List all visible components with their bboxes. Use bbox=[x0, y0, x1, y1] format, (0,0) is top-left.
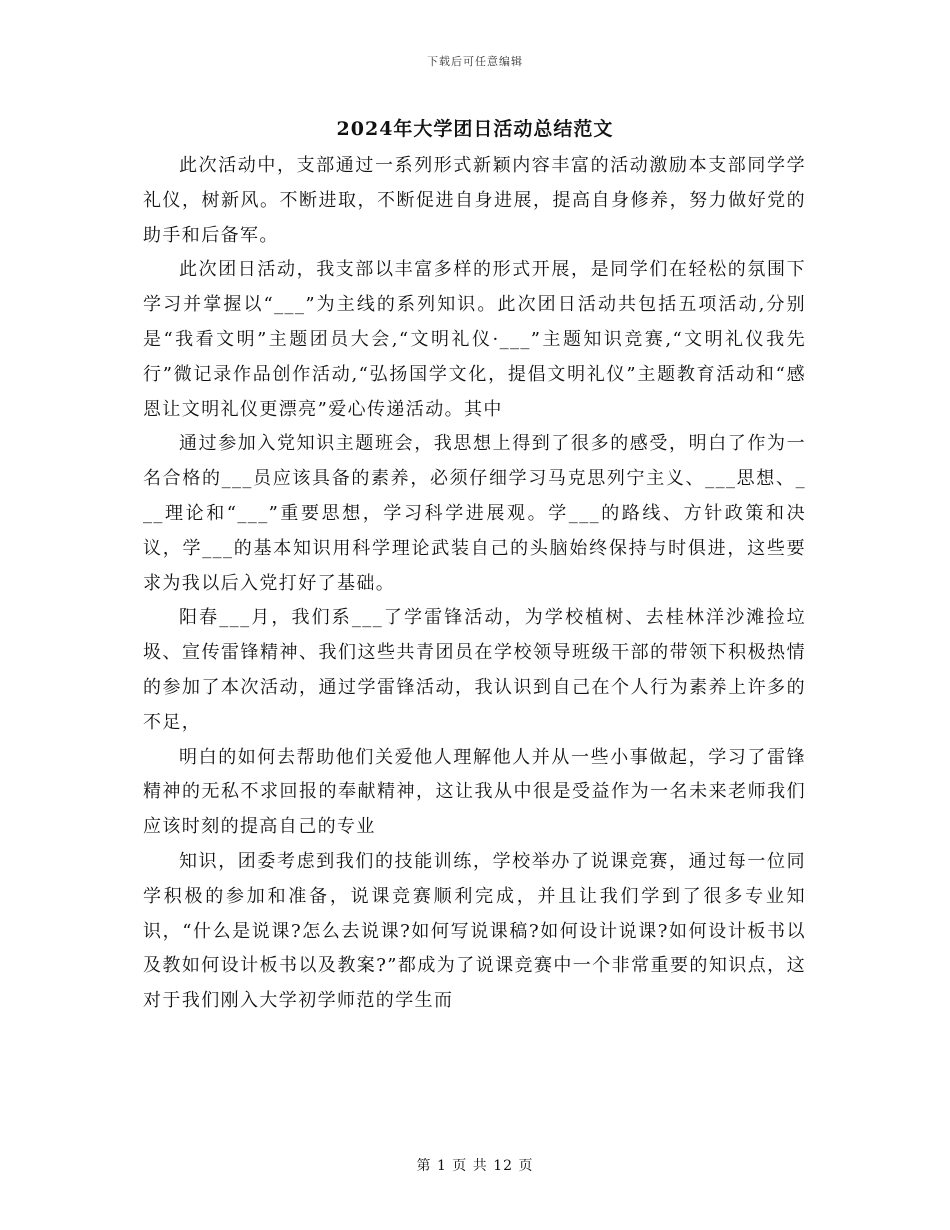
document-body bbox=[143, 149, 806, 1019]
paragraph: 知识，团委考虑到我们的技能训练，学校举办了说课竞赛，通过每一位同学积极的参加和准备，说课竞赛顺利完成，并且让我们学到了很多专业知识，“什么是说课?怎么去说课?如何写说课稿?如何设计说课?如何设计板书以及教如何设计板书以及教案?”都成为了说课竞赛中一个非常重要的知识点，这对于我们刚入大学初学师范的学生而 bbox=[143, 850, 806, 1012]
paragraph: 此次团日活动，我支部以丰富多样的形式开展，是同学们在轻松的氛围下学习并掌握以“___”为主线的系列知识。此次团日活动共包括五项活动,分别是“我看文明”主题团员大会,“文明礼仪·___”主题知识竞赛,“文明礼仪我先行”微记录作品创作活动,“弘扬国学文化，提倡文明礼仪”主题教育活动和“感恩让文明礼仪更漂亮”爱心传递活动。其中 bbox=[143, 259, 806, 420]
paragraph: 阳春___月，我们系___了学雷锋活动，为学校植树、去桂林洋沙滩捡垃圾、宣传雷锋精神、我们这些共青团员在学校领导班级干部的带领下积极热情的参加了本次活动，通过学雷锋活动，我认识到自己在个人行为素养上许多的不足， bbox=[143, 607, 806, 733]
paragraph: 通过参加入党知识主题班会，我思想上得到了很多的感受，明白了作为一名合格的___员应该具备的素养，必须仔细学习马克思列宁主义、___思想、___理论和“___”重要思想，学习科学进展观。学___的路线、方针政策和决议，学___的基本知识用科学理论武装自己的头脑始终保持与时俱进，这些要求为我以后入党打好了基础。 bbox=[143, 433, 806, 594]
page-header-note: 下载后可任意编辑 bbox=[427, 55, 523, 68]
paragraph: 此次活动中，支部通过一系列形式新颖内容丰富的活动激励本支部同学学礼仪，树新风。不断进取，不断促进自身进展，提高自身修养，努力做好党的助手和后备军。 bbox=[143, 155, 806, 246]
paragraph: 明白的如何去帮助他们关爱他人理解他人并从一些小事做起，学习了雷锋精神的无私不求回报的奉献精神，这让我从中很是受益作为一名未来老师我们应该时刻的提高自己的专业 bbox=[143, 746, 806, 838]
page-number: 第 1 页 共 12 页 bbox=[416, 1158, 534, 1174]
document-title: 2024年大学团日活动总结范文 bbox=[336, 118, 614, 140]
